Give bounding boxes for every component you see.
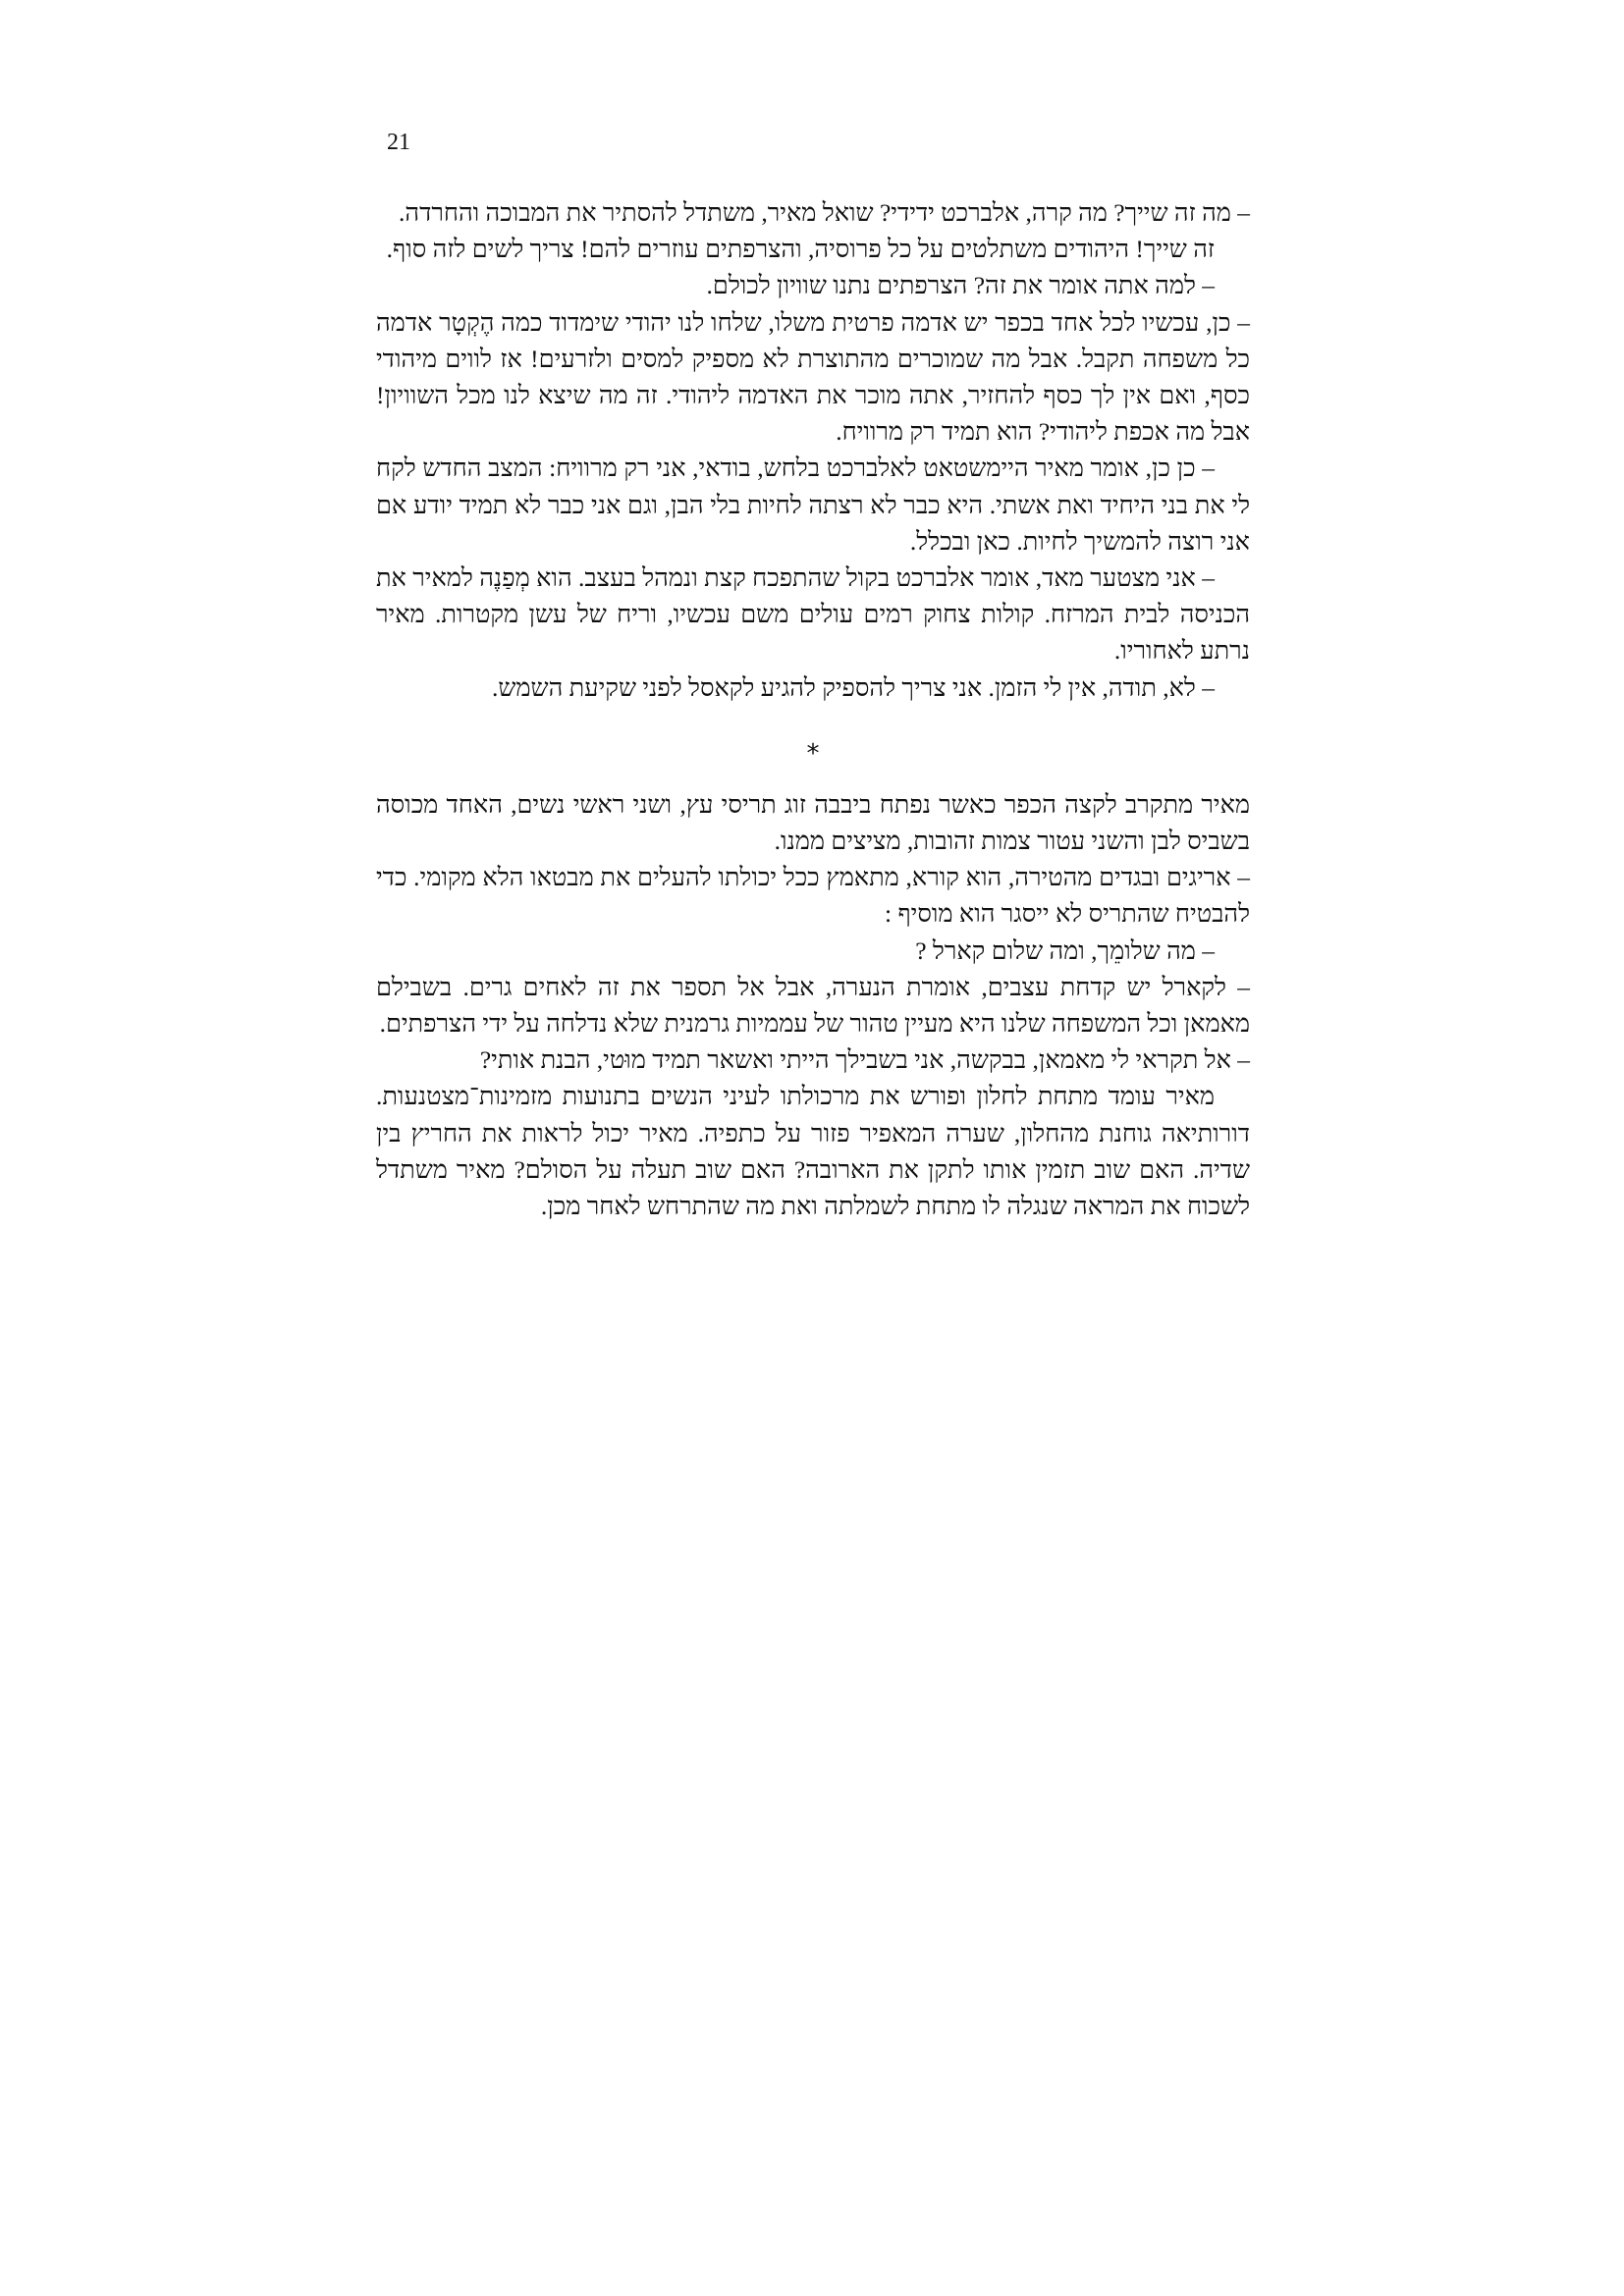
paragraph: – כן כן, אומר מאיר היימשטאט לאלברכט בלחש, בודאי, אני רק מרוויח: המצב החדש לקח לי את בני היחיד ואת אשתי. היא כבר לא רצתה לחיות בלי הבן, וגם אני כבר לא תמיד יודע אם אני רוצה להמשיך לחיות. כאן ובכלל. [376,454,1250,556]
paragraph: זה שייך! היהודים משתלטים על כל פרוסיה, והצרפתים עוזרים להם! צריך לשים לזה סוף. [386,235,1215,264]
page-number: 21 [387,130,410,155]
paragraph: – למה אתה אומר את זה? הצרפתים נתנו שוויון לכולם. [706,271,1215,300]
section-separator-asterisk: * [806,738,820,769]
paragraph: – לא, תודה, אין לי הזמן. אני צריך להספיק להגיע לקאסל לפני שקיעת השמש. [491,672,1215,702]
paragraph: – אני מצטער מאד, אומר אלברכט בקול שהתפכח קצת ונמהל בעצב. הוא מְפַנֶה למאיר את הכניסה לבית המרזח. קולות צחוק רמים עולים משם עכשיו, וריח של עשן מקטרות. מאיר נרתע לאחוריו. [376,563,1250,666]
paragraph: – אריגים ובגדים מהטירה, הוא קורא, מתאמץ ככל יכולתו להעלים את מבטאו הלא מקומי. כדי להבטיח שהתריס לא ייסגר הוא מוסיף : [376,863,1250,929]
paragraph: – לקארל יש קדחת עצבים, אומרת הנערה, אבל אל תספר את זה לאחים גרים. בשבילם מאמאן וכל המשפחה שלנו היא מעיין טהור של עממיות גרמנית שלא נדלחה על ידי הצרפתים. [376,972,1250,1039]
paragraph: מאיר מתקרב לקצה הכפר כאשר נפתח ביבבה זוג תריסי עץ, ושני ראשי נשים, האחד מכוסה בשביס לבן והשני עטור צמות זהובות, מציצים ממנו. [376,789,1250,856]
paragraph: – מה שלומֵך, ומה שלום קארל ? [915,935,1215,965]
paragraph: מאיר עומד מתחת לחלון ופורש את מרכולתו לעיני הנשים בתנועות מזמינות־מצטנעות. דורותיאה גוחנת מהחלון, שערה המאפיר פזור על כתפיה. מאיר יכול לראות את החריץ בין שדיה. האם שוב תזמין אותו לתקן את הארובה? האם שוב תעלה על הסולם? מאיר משתדל לשכוח את המראה שנגלה לו מתחת לשמלתה ואת מה שהתרחש לאחר מכן. [376,1082,1250,1221]
paragraph: – כן, עכשיו לכל אחד בכפר יש אדמה פרטית משלו, שלחו לנו יהודי שימדוד כמה הֶקְטָר אדמה כל משפחה תקבל. אבל מה שמוכרים מהתוצרת לא מספיק למסים ולזרעים! אז לווים מיהודי כסף, ואם אין לך כסף להחזיר, אתה מוכר את האדמה ליהודי. זה מה שיצא לנו מכל השוויון! אבל מה אכפת ליהודי? הוא תמיד רק מרוויח. [376,307,1250,447]
paragraph: – מה זה שייך? מה קרה, אלברכט ידידי? שואל מאיר, משתדל להסתיר את המבוכה והחרדה. [399,198,1250,227]
paragraph: – אל תקראי לי מאמאן, בבקשה, אני בשבילך הייתי ואשאר תמיד מוּטי, הבנת אותי? [479,1045,1250,1075]
body-text [376,194,1250,1224]
